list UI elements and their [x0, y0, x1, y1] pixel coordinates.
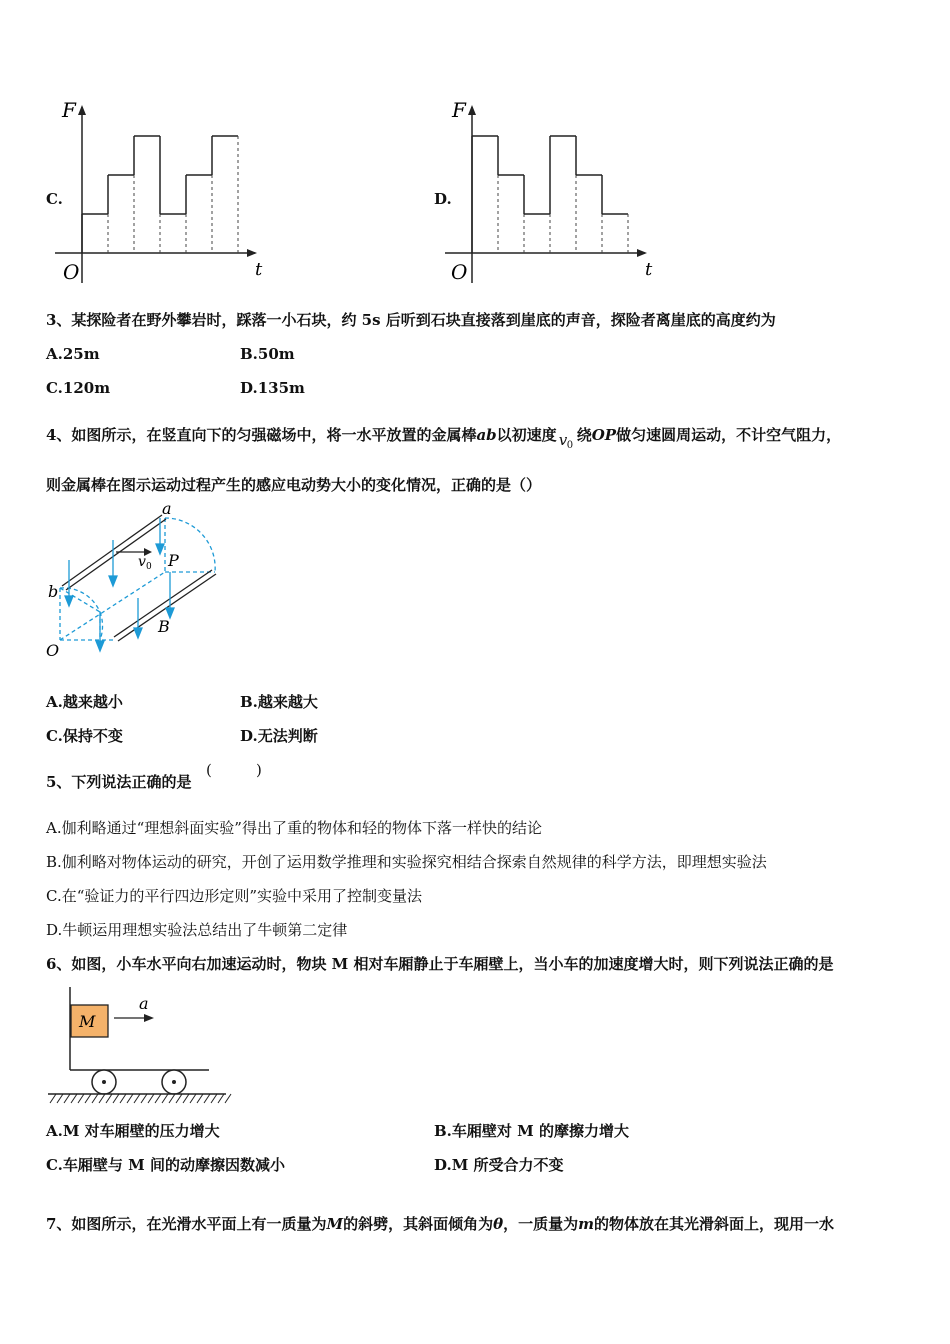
graph-d-x-label: t [645, 259, 653, 280]
q4-stem-part4: 做匀速圆周运动，不计空气阻力， [616, 426, 842, 444]
q4-v0-sub: 0 [566, 440, 574, 451]
q6-option-d[interactable]: D.M 所受合力不变 [434, 1156, 564, 1174]
graph-d-origin: O [451, 260, 468, 284]
ground-hatch [92, 1094, 98, 1103]
ground-hatch [211, 1094, 217, 1103]
ground-hatch [85, 1094, 91, 1103]
ground-hatch [64, 1094, 70, 1103]
q4-v0-symbol: v [558, 431, 568, 449]
option-d-label: D. [434, 190, 452, 208]
ground-hatch [218, 1094, 224, 1103]
q4-fig-label-B: B [158, 617, 170, 636]
ground-hatch [169, 1094, 175, 1103]
q4-fig-label-v-sub: 0 [146, 562, 152, 572]
q7-theta: θ [493, 1215, 504, 1233]
ground-hatch [134, 1094, 140, 1103]
wheel-icon [92, 1070, 116, 1094]
q3-option-d[interactable]: D.135m [240, 379, 305, 397]
q4-option-d[interactable]: D.无法判断 [240, 727, 318, 745]
q5-option-c[interactable]: C.在“验证力的平行四边形定则”实验中采用了控制变量法 [46, 887, 423, 905]
q4-op: OP [591, 426, 617, 444]
q7-part1: 7、如图所示，在光滑水平面上有一质量为 [46, 1215, 327, 1233]
q4-stem-line2: 则金属棒在图示运动过程产生的感应电动势大小的变化情况，正确的是（） [46, 476, 542, 494]
wheel-icon [162, 1070, 186, 1094]
ground-hatch [155, 1094, 161, 1103]
q5-paren-open: ( [206, 761, 212, 779]
ground-hatch [148, 1094, 154, 1103]
q4-option-c[interactable]: C.保持不变 [46, 727, 123, 745]
graph-c [55, 95, 285, 285]
ground-hatch [57, 1094, 63, 1103]
q4-stem-part2: 以初速度 [496, 426, 557, 444]
ground-hatch [113, 1094, 119, 1103]
q4-stem-line1 [46, 425, 842, 451]
q6-option-a[interactable]: A.M 对车厢壁的压力增大 [46, 1122, 220, 1140]
q6-figure [44, 985, 234, 1110]
q6-option-b[interactable]: B.车厢壁对 M 的摩擦力增大 [434, 1122, 629, 1140]
ground-hatch [225, 1094, 231, 1103]
q7-part2: 的斜劈，其斜面倾角为 [343, 1215, 494, 1233]
q4-option-b[interactable]: B.越来越大 [240, 693, 318, 711]
q4-fig-label-o: O [46, 641, 60, 660]
graph-c-y-label: F [62, 98, 76, 122]
q5-option-a[interactable]: A.伽利略通过“理想斜面实验”得出了重的物体和轻的物体下落一样快的结论 [46, 819, 542, 837]
ground-hatch [183, 1094, 189, 1103]
graph-c-x-arrow [247, 249, 257, 257]
graph-d [445, 95, 675, 285]
q6-stem: 6、如图，小车水平向右加速运动时，物块 M 相对车厢静止于车厢壁上，当小车的加速度增大时，则下列说法正确的是 [46, 955, 834, 973]
ground-hatch [141, 1094, 147, 1103]
q7-part3: ，一质量为 [503, 1215, 579, 1233]
graph-c-plot [55, 105, 257, 283]
q4-fig-label-p: P [168, 551, 179, 570]
q3-stem: 3、某探险者在野外攀岩时，踩落一小石块，约 5s 后听到石块直接落到崖底的声音，探险者离崖底的高度约为 [46, 311, 776, 329]
q4-stem-part3: 绕 [576, 426, 592, 444]
ground-hatch [71, 1094, 77, 1103]
graph-d-y-label: F [452, 98, 466, 122]
ground-hatch [127, 1094, 133, 1103]
q7-M: M [326, 1215, 344, 1233]
q3-option-a[interactable]: A.25m [46, 345, 100, 363]
ground-hatch [50, 1094, 56, 1103]
ground-hatch [78, 1094, 84, 1103]
ground-hatch [120, 1094, 126, 1103]
graph-c-origin: O [63, 260, 80, 284]
graph-d-x-arrow [637, 249, 647, 257]
q6-fig-label-a: a [139, 994, 149, 1013]
q7-m: m [578, 1215, 594, 1233]
q5-option-b[interactable]: B.伽利略对物体运动的研究，开创了运用数学推理和实验探究相结合探索自然规律的科学方法，即理想实验法 [46, 853, 767, 871]
ground-hatch [204, 1094, 210, 1103]
ground-hatch [106, 1094, 112, 1103]
q5-stem: 5、下列说法正确的是 [46, 773, 192, 791]
graph-c-y-arrow [78, 105, 86, 115]
option-c-label: C. [46, 190, 63, 208]
q5-option-d[interactable]: D.牛顿运用理想实验法总结出了牛顿第二定律 [46, 921, 348, 939]
q4-fig-label-b: b [48, 582, 59, 601]
graph-d-y-arrow [468, 105, 476, 115]
q4-fig-label-v: v [138, 554, 146, 570]
q4-ab: ab [476, 426, 497, 444]
q4-figure [40, 500, 240, 660]
ground-hatch [197, 1094, 203, 1103]
graph-d-plot [445, 105, 647, 283]
ground-hatch [99, 1094, 105, 1103]
ground-hatch [176, 1094, 182, 1103]
q3-option-c[interactable]: C.120m [46, 379, 111, 397]
q6-option-c[interactable]: C.车厢壁与 M 间的动摩擦因数减小 [46, 1156, 285, 1174]
q4-option-a[interactable]: A.越来越小 [46, 693, 123, 711]
q3-option-b[interactable]: B.50m [240, 345, 295, 363]
q4-stem-part1: 4、如图所示，在竖直向下的匀强磁场中，将一水平放置的金属棒 [46, 426, 477, 444]
ground-hatch [162, 1094, 168, 1103]
q7-part4: 的物体放在其光滑斜面上，现用一水 [593, 1215, 834, 1233]
ground-hatch [190, 1094, 196, 1103]
q5-paren-close: ) [256, 761, 262, 779]
q6-fig-label-m: M [79, 1012, 96, 1031]
graph-c-x-label: t [255, 259, 263, 280]
q7-stem [46, 1214, 834, 1234]
q4-fig-label-a: a [162, 499, 172, 518]
